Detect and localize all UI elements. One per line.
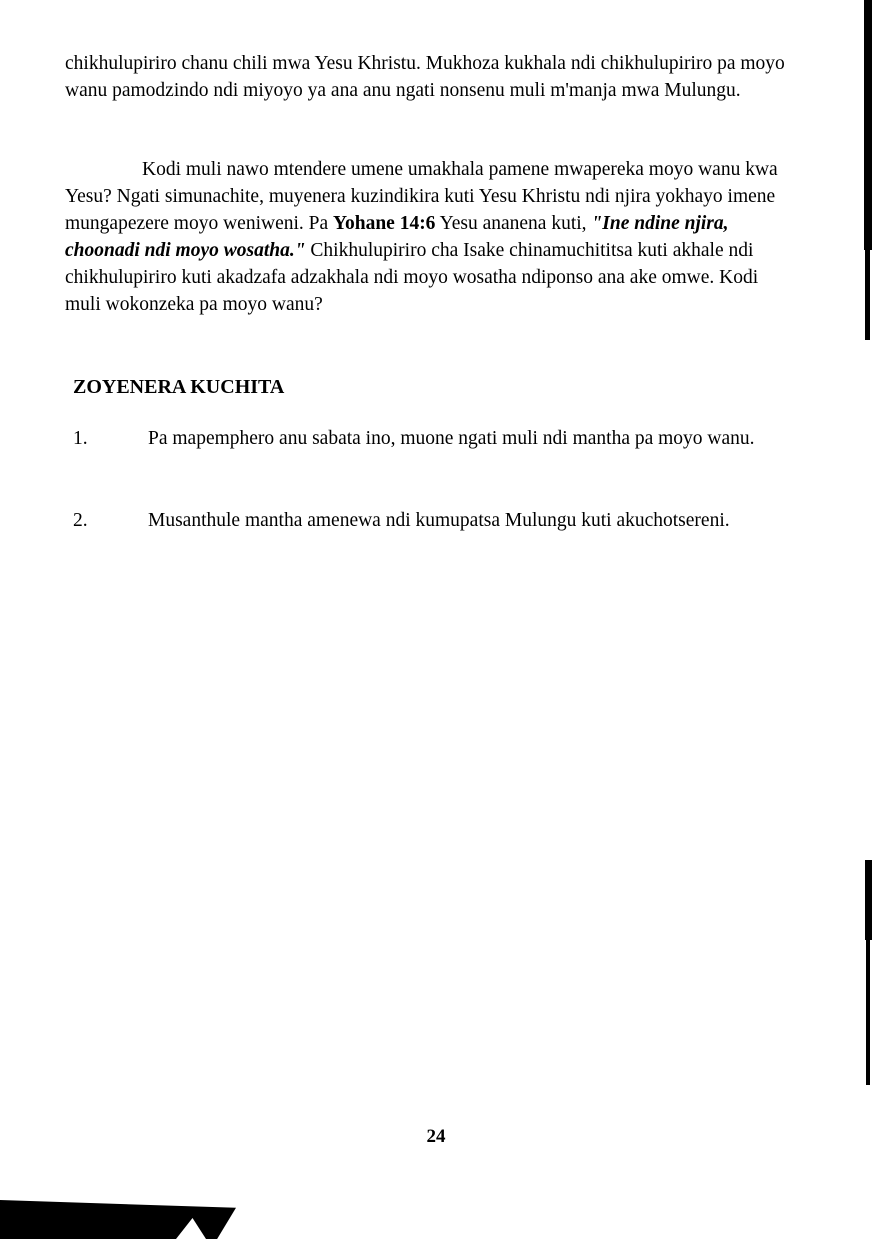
list-item-number: 1. <box>73 428 88 449</box>
scripture-quote: "Ine ndine njira, choonadi ndi moyo wosatha." <box>65 213 729 261</box>
paragraph-2-lead: Yesu ananena kuti, <box>439 213 587 234</box>
paragraph-2 <box>65 156 785 318</box>
section-heading: ZOYENERA KUCHITA <box>73 376 285 398</box>
paragraph-1: chikhulupiriro chanu chili mwa Yesu Khristu. Mukhoza kukhala ndi chikhulupiriro pa moyo wanu pamodzindo ndi miyoyo ya ana anu ngati nonsenu muli m'manja mwa Mulungu. <box>65 53 785 101</box>
scan-edge-mark <box>864 0 872 250</box>
scan-edge-mark <box>865 250 870 340</box>
list-item-number: 2. <box>73 510 88 531</box>
paragraph-2-rest: Chikhulupiriro cha Isake chinamuchititsa kuti akhale ndi chikhulupiriro kuti akadzafa adzakhala ndi moyo wosatha ndiponso ana ake omwe. Kodi muli wokonzeka pa moyo wanu? <box>65 240 759 315</box>
paragraph-2-intro: Kodi muli nawo mtendere umene umakhala pamene mwapereka moyo wanu kwa Yesu? Ngati simunachite, muyenera kuzindikira kuti Yesu Khristu ndi njira yokhayo imene mungapezere moyo weniweni. Pa <box>65 159 778 234</box>
scripture-reference: Yohane 14:6 <box>333 213 436 234</box>
scan-edge-mark <box>866 925 870 1085</box>
list-item-text: Pa mapemphero anu sabata ino, muone ngati muli ndi mantha pa moyo wanu. <box>148 428 755 449</box>
list-item-text: Musanthule mantha amenewa ndi kumupatsa Mulungu kuti akuchotsereni. <box>148 510 730 531</box>
page-number: 24 <box>426 1126 446 1147</box>
